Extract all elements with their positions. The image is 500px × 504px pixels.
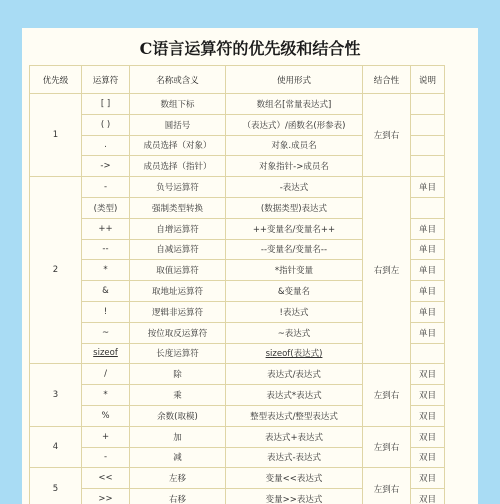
usage-cell: 对象指针->成员名 (226, 156, 363, 177)
note-cell: 单目 (411, 260, 445, 281)
priority-cell: 2 (30, 177, 82, 364)
note-cell (411, 114, 445, 135)
operator-cell: * (82, 260, 130, 281)
operator-cell: ++ (82, 218, 130, 239)
operator-cell: - (82, 177, 130, 198)
usage-cell: -表达式 (226, 177, 363, 198)
header-name: 名称或含义 (130, 66, 226, 94)
header-priority: 优先级 (30, 66, 82, 94)
operator-cell: . (82, 135, 130, 156)
operator-cell: -- (82, 239, 130, 260)
operator-cell: << (82, 468, 130, 489)
table-body (30, 94, 445, 504)
usage-cell: 表达式+表达式 (226, 426, 363, 447)
priority-cell: 1 (30, 94, 82, 177)
operator-cell: [ ] (82, 94, 130, 115)
note-cell: 单目 (411, 218, 445, 239)
operator-cell: sizeof (82, 343, 130, 364)
note-cell (411, 156, 445, 177)
priority-cell: 5 (30, 468, 82, 504)
usage-cell: ++变量名/变量名++ (226, 218, 363, 239)
header-note: 说明 (411, 66, 445, 94)
usage-cell: 变量<<表达式 (226, 468, 363, 489)
usage-cell: 对象.成员名 (226, 135, 363, 156)
name-cell: 加 (130, 426, 226, 447)
name-cell: 成员选择（对象） (130, 135, 226, 156)
name-cell: 自减运算符 (130, 239, 226, 260)
name-cell: 数组下标 (130, 94, 226, 115)
note-cell: 单目 (411, 301, 445, 322)
operator-cell: + (82, 426, 130, 447)
operator-cell: - (82, 447, 130, 468)
table-header-row (30, 66, 445, 94)
note-cell: 单目 (411, 239, 445, 260)
name-cell: 圆括号 (130, 114, 226, 135)
table-row (30, 94, 445, 115)
operator-cell: >> (82, 489, 130, 504)
usage-cell: sizeof(表达式) (226, 343, 363, 364)
usage-cell: 整型表达式/整型表达式 (226, 405, 363, 426)
associativity-cell: 左到右 (363, 94, 411, 177)
associativity-cell: 左到右 (363, 426, 411, 468)
name-cell: 自增运算符 (130, 218, 226, 239)
note-cell: 单目 (411, 177, 445, 198)
operator-cell: -> (82, 156, 130, 177)
header-operator: 运算符 (82, 66, 130, 94)
operator-cell: % (82, 405, 130, 426)
usage-cell: 表达式/表达式 (226, 364, 363, 385)
operator-cell: / (82, 364, 130, 385)
name-cell: 除 (130, 364, 226, 385)
operator-cell: ( ) (82, 114, 130, 135)
operator-cell: (类型) (82, 197, 130, 218)
note-cell: 双目 (411, 447, 445, 468)
note-cell: 双目 (411, 468, 445, 489)
table-row (30, 177, 445, 198)
operator-cell: ~ (82, 322, 130, 343)
usage-cell: (数据类型)表达式 (226, 197, 363, 218)
name-cell: 取地址运算符 (130, 281, 226, 302)
usage-cell: !表达式 (226, 301, 363, 322)
operator-cell: ! (82, 301, 130, 322)
note-cell (411, 343, 445, 364)
associativity-cell: 右到左 (363, 177, 411, 364)
header-associativity: 结合性 (363, 66, 411, 94)
usage-cell: &变量名 (226, 281, 363, 302)
note-cell: 双目 (411, 426, 445, 447)
name-cell: 右移 (130, 489, 226, 504)
header-usage: 使用形式 (226, 66, 363, 94)
associativity-cell: 左到右 (363, 364, 411, 426)
table-row (30, 468, 445, 489)
note-cell: 双目 (411, 405, 445, 426)
note-cell: 单目 (411, 322, 445, 343)
name-cell: 乘 (130, 385, 226, 406)
usage-cell: 表达式-表达式 (226, 447, 363, 468)
name-cell: 逻辑非运算符 (130, 301, 226, 322)
name-cell: 强制类型转换 (130, 197, 226, 218)
associativity-cell: 左到右 (363, 468, 411, 504)
usage-cell: 数组名[常量表达式] (226, 94, 363, 115)
note-cell (411, 135, 445, 156)
note-cell (411, 94, 445, 115)
usage-cell: --变量名/变量名-- (226, 239, 363, 260)
priority-cell: 3 (30, 364, 82, 426)
usage-cell: ~表达式 (226, 322, 363, 343)
table-row (30, 364, 445, 385)
name-cell: 按位取反运算符 (130, 322, 226, 343)
usage-cell: （表达式）/函数名(形参表) (226, 114, 363, 135)
usage-cell: 表达式*表达式 (226, 385, 363, 406)
name-cell: 成员选择（指针） (130, 156, 226, 177)
name-cell: 余数(取模) (130, 405, 226, 426)
note-cell: 单目 (411, 281, 445, 302)
name-cell: 长度运算符 (130, 343, 226, 364)
note-cell (411, 197, 445, 218)
priority-cell: 4 (30, 426, 82, 468)
operator-table (29, 65, 445, 504)
note-cell: 双目 (411, 489, 445, 504)
note-cell: 双目 (411, 385, 445, 406)
operator-cell: & (82, 281, 130, 302)
name-cell: 减 (130, 447, 226, 468)
note-cell: 双目 (411, 364, 445, 385)
usage-cell: 变量>>表达式 (226, 489, 363, 504)
name-cell: 负号运算符 (130, 177, 226, 198)
page-title: C语言运算符的优先级和结合性 (139, 39, 361, 58)
document-page (22, 28, 478, 504)
table-row (30, 426, 445, 447)
operator-cell: * (82, 385, 130, 406)
name-cell: 取值运算符 (130, 260, 226, 281)
usage-cell: *指针变量 (226, 260, 363, 281)
name-cell: 左移 (130, 468, 226, 489)
